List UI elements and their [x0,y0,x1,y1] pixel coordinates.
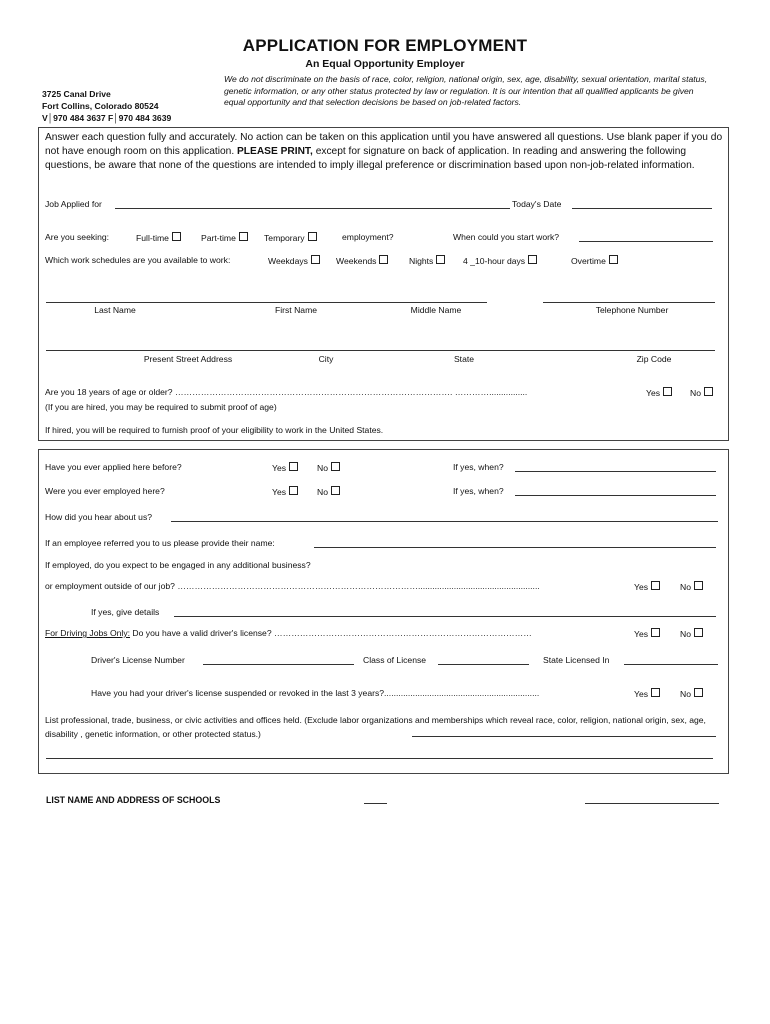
part-time-label: Part-time [201,233,236,243]
state-licensed-input[interactable] [624,664,718,665]
start-work-input[interactable] [579,241,713,242]
applied-no-option[interactable] [317,462,340,473]
employed-yes-option[interactable] [272,486,298,497]
applied-no-checkbox[interactable] [331,462,340,471]
middle-name-label: Middle Name [410,305,462,315]
license-number-label: Driver's License Number [91,655,185,665]
street-label: Present Street Address [143,354,233,364]
referred-label: If an employee referred you to us please provide their name: [45,538,275,548]
employed-when-input[interactable] [515,495,716,496]
nights-option[interactable] [409,255,445,266]
applied-yes-label: Yes [272,463,287,473]
details-label: If yes, give details [91,607,160,617]
suspended-no-label: No [680,689,691,699]
city-label: City [318,354,334,364]
weekends-option[interactable] [336,255,388,266]
schedules-label: Which work schedules are you available to work: [45,255,231,265]
temporary-checkbox[interactable] [308,232,317,241]
job-applied-input[interactable] [115,208,510,209]
activities-input-2[interactable] [46,758,713,759]
age-question: Are you 18 years of age or older? ……………………………………………………………………………………. …………................ [45,387,528,397]
suspended-question: Have you had your driver's license suspended or revoked in the last 3 years?................................................................. [91,688,540,698]
zip-label: Zip Code [636,354,672,364]
applied-no-label: No [317,463,328,473]
details-input[interactable] [174,616,716,617]
employed-before-label: Were you ever employed here? [45,486,165,496]
nights-checkbox[interactable] [436,255,445,264]
company-address [42,88,171,124]
employed-no-label: No [317,487,328,497]
driving-question [45,628,532,638]
weekdays-checkbox[interactable] [311,255,320,264]
address-input[interactable] [46,350,715,351]
todays-date-input[interactable] [572,208,712,209]
weekdays-label: Weekdays [268,256,308,266]
additional-business-label: If employed, do you expect to be engaged in any additional business? [45,560,311,570]
applied-when-label: If yes, when? [453,462,504,472]
applied-yes-checkbox[interactable] [289,462,298,471]
ten-hour-option[interactable] [463,255,537,266]
ten-hour-checkbox[interactable] [528,255,537,264]
form-title: APPLICATION FOR EMPLOYMENT [242,36,528,55]
instructions-please-print: PLEASE PRINT, [237,146,313,158]
temporary-option[interactable] [264,232,317,243]
address-line-phone: V│970 484 3637 F│970 484 3639 [42,113,172,123]
overtime-checkbox[interactable] [609,255,618,264]
employed-no-option[interactable] [317,486,340,497]
schools-mid-line[interactable] [364,803,387,804]
ten-hour-label: 4 _10-hour days [463,256,526,266]
outside-yes-option[interactable] [634,581,660,592]
outside-no-label: No [680,582,691,592]
eligibility-note: If hired, you will be required to furnish proof of your eligibility to work in the United States. [45,425,384,435]
suspended-yes-checkbox[interactable] [651,688,660,697]
schools-heading: LIST NAME AND ADDRESS OF SCHOOLS [46,795,221,805]
full-time-label: Full-time [136,233,169,243]
form-subtitle: An Equal Opportunity Employer [305,58,465,70]
overtime-label: Overtime [571,256,606,266]
weekends-checkbox[interactable] [379,255,388,264]
hear-about-label: How did you hear about us? [45,512,153,522]
license-number-input[interactable] [203,664,354,665]
address-line-street: 3725 Canal Drive [42,89,111,99]
todays-date-label: Today's Date [512,199,562,209]
job-applied-label: Job Applied for [45,199,102,209]
start-work-label: When could you start work? [453,232,560,242]
age-yes-checkbox[interactable] [663,387,672,396]
instructions-part2: except for signature on back of application. In reading and answering the following questions, be aware that none of the questions are intended to imply illegal preference or discrimination based upon non-job-related information. [45,146,695,172]
seeking-label: Are you seeking: [45,232,110,242]
full-time-checkbox[interactable] [172,232,181,241]
outside-no-checkbox[interactable] [694,581,703,590]
telephone-label: Telephone Number [595,305,669,315]
part-time-checkbox[interactable] [239,232,248,241]
employment-label: employment? [342,232,394,242]
suspended-no-checkbox[interactable] [694,688,703,697]
driving-jobs-label: For Driving Jobs Only: [45,628,131,638]
referred-input[interactable] [314,547,716,548]
instructions [45,131,723,174]
eeo-disclaimer: We do not discriminate on the basis of race, color, religion, national origin, sex, age, disability, sexual orientation, marital status, genetic information, or any other status protected by law or regulation. It is our intention that all qualified applicants be given equal opportunity and that selection decisions be based on job-related factors. [224,74,708,107]
full-time-option[interactable] [136,232,181,243]
outside-yes-checkbox[interactable] [651,581,660,590]
age-no-option[interactable] [690,387,713,398]
employed-when-label: If yes, when? [453,486,504,496]
part-time-option[interactable] [201,232,248,243]
suspended-yes-label: Yes [634,689,649,699]
suspended-no-option[interactable] [680,688,703,699]
age-yes-option[interactable] [646,387,672,398]
applied-yes-option[interactable] [272,462,298,473]
age-note: (If you are hired, you may be required to submit proof of age) [45,402,277,412]
employed-yes-checkbox[interactable] [289,486,298,495]
employed-yes-label: Yes [272,487,287,497]
license-yes-option[interactable] [634,628,660,639]
license-no-label: No [680,629,691,639]
schools-right-line[interactable] [585,803,719,804]
suspended-yes-option[interactable] [634,688,660,699]
outside-employment-label: or employment outside of our job? …………………………………………………………………………................................................... [45,581,540,591]
age-yes-label: Yes [646,388,661,398]
name-input[interactable] [46,302,487,303]
temporary-label: Temporary [264,233,305,243]
first-name-label: First Name [274,305,318,315]
outside-no-option[interactable] [680,581,703,592]
license-no-checkbox[interactable] [694,628,703,637]
applied-before-label: Have you ever applied here before? [45,462,182,472]
instructions-part1: Answer each question fully and accurately. No action can be taken on this application until you have answered all questions. Use blank paper if you do not have enough room on this application. [45,132,723,158]
nights-label: Nights [409,256,434,266]
age-no-label: No [690,388,701,398]
state-licensed-label: State Licensed In [543,655,610,665]
applied-when-input[interactable] [515,471,716,472]
employed-no-checkbox[interactable] [331,486,340,495]
address-line-city: Fort Collins, Colorado 80524 [42,101,159,111]
license-yes-label: Yes [634,629,649,639]
last-name-label: Last Name [94,305,136,315]
license-class-label: Class of License [363,655,427,665]
activities-input-1[interactable] [412,736,716,737]
outside-yes-label: Yes [634,582,649,592]
weekdays-option[interactable] [268,255,320,266]
license-class-input[interactable] [438,664,529,665]
weekends-label: Weekends [336,256,377,266]
hear-about-input[interactable] [171,521,718,522]
telephone-input[interactable] [543,302,715,303]
age-no-checkbox[interactable] [704,387,713,396]
overtime-option[interactable] [571,255,618,266]
activities-label: List professional, trade, business, or civic activities and offices held. (Exclude labor organizations and memberships which reveal race, color, religion, national origin, sex, age, disability , genetic information, or other protected status.) [45,715,706,739]
valid-license-label: Do you have a valid driver's license? ……………………………………………………………………………… [130,628,532,638]
license-yes-checkbox[interactable] [651,628,660,637]
license-no-option[interactable] [680,628,703,639]
state-label: State [453,354,475,364]
